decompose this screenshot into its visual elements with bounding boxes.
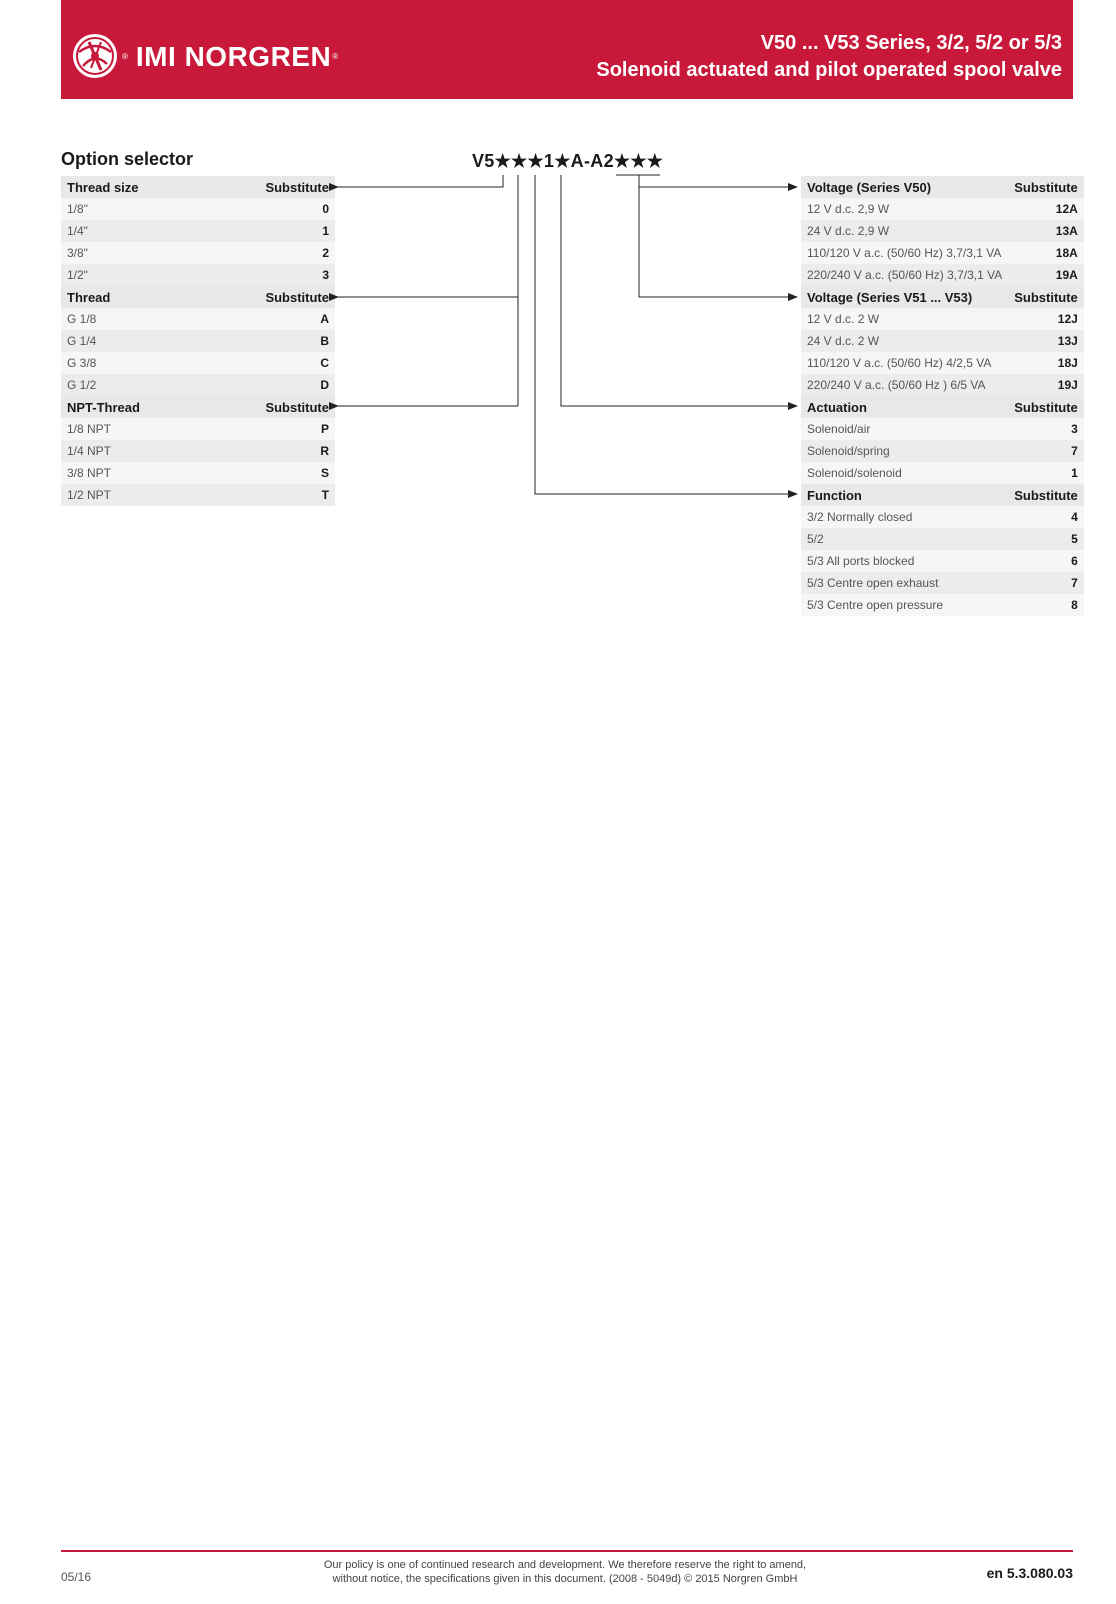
substitute-header: Substitute [1008, 176, 1084, 198]
option-label: 12 V d.c. 2 W [801, 308, 1008, 330]
option-label: 220/240 V a.c. (50/60 Hz) 3,7/3,1 VA [801, 264, 1008, 286]
option-code: A [206, 308, 335, 330]
substitute-header: Substitute [1008, 286, 1084, 308]
substitute-header: Substitute [206, 286, 335, 308]
connector-actuation [561, 175, 797, 406]
option-label: 24 V d.c. 2 W [801, 330, 1008, 352]
option-code: 1 [1008, 462, 1084, 484]
group-title: Function [801, 484, 1008, 506]
group-title: Thread [61, 286, 206, 308]
option-code: 6 [1008, 550, 1084, 572]
connector-lines [0, 0, 1116, 640]
connector-thread-size [338, 175, 503, 187]
option-label: G 3/8 [61, 352, 206, 374]
group-title: Voltage (Series V51 ... V53) [801, 286, 1008, 308]
option-label: 1/2 NPT [61, 484, 206, 506]
option-label: 24 V d.c. 2,9 W [801, 220, 1008, 242]
option-code: 18J [1008, 352, 1084, 374]
connector-function [535, 175, 797, 494]
option-code: B [206, 330, 335, 352]
option-code: S [206, 462, 335, 484]
option-label: 12 V d.c. 2,9 W [801, 198, 1008, 220]
option-label: 5/3 Centre open exhaust [801, 572, 1008, 594]
option-code: 19J [1008, 374, 1084, 396]
option-label: 5/3 All ports blocked [801, 550, 1008, 572]
connector-voltage-v51 [639, 187, 797, 297]
option-code: 13A [1008, 220, 1084, 242]
title-line-2: Solenoid actuated and pilot operated spool valve [596, 59, 1062, 81]
group-title: Thread size [61, 176, 206, 198]
option-code: P [206, 418, 335, 440]
document-reference: en 5.3.080.03 [986, 1565, 1073, 1581]
option-label: G 1/2 [61, 374, 206, 396]
group-title: Actuation [801, 396, 1008, 418]
option-label: 3/8" [61, 242, 206, 264]
option-label: Solenoid/air [801, 418, 1008, 440]
group-title: Voltage (Series V50) [801, 176, 1008, 198]
option-label: 1/4 NPT [61, 440, 206, 462]
option-code: 7 [1008, 572, 1084, 594]
option-label: 3/8 NPT [61, 462, 206, 484]
option-label: Solenoid/spring [801, 440, 1008, 462]
footer-rule [61, 1550, 1073, 1552]
connector-voltage-v50 [639, 175, 797, 187]
option-code: R [206, 440, 335, 462]
option-code: 8 [1008, 594, 1084, 616]
option-code: 3 [1008, 418, 1084, 440]
footer-note-line-2: without notice, the specifications given in this document. (2008 - 5049d) © 2015 Norgren GmbH [332, 1573, 798, 1585]
footer-note [260, 1558, 870, 1586]
option-code: 5 [1008, 528, 1084, 550]
option-code: 1 [206, 220, 335, 242]
option-label: Solenoid/solenoid [801, 462, 1008, 484]
option-label: 1/4" [61, 220, 206, 242]
option-code: 13J [1008, 330, 1084, 352]
option-code: 7 [1008, 440, 1084, 462]
substitute-header: Substitute [206, 176, 335, 198]
option-label: 3/2 Normally closed [801, 506, 1008, 528]
option-code: D [206, 374, 335, 396]
option-label: 110/120 V a.c. (50/60 Hz) 3,7/3,1 VA [801, 242, 1008, 264]
section-title: Option selector [61, 149, 194, 169]
option-code: 0 [206, 198, 335, 220]
substitute-header: Substitute [206, 396, 335, 418]
footer-note-line-1: Our policy is one of continued research and development. We therefore reserve the right to amend, [323, 1559, 807, 1571]
option-code: 2 [206, 242, 335, 264]
option-label: 5/2 [801, 528, 1008, 550]
option-label: 5/3 Centre open pressure [801, 594, 1008, 616]
option-label: 110/120 V a.c. (50/60 Hz) 4/2,5 VA [801, 352, 1008, 374]
option-label: 1/8" [61, 198, 206, 220]
option-code: C [206, 352, 335, 374]
option-label: G 1/8 [61, 308, 206, 330]
option-label: 1/2" [61, 264, 206, 286]
substitute-header: Substitute [1008, 396, 1084, 418]
option-code: 4 [1008, 506, 1084, 528]
substitute-header: Substitute [1008, 484, 1084, 506]
option-code: 3 [206, 264, 335, 286]
registered-mark: ® [122, 51, 128, 61]
registered-mark: ® [332, 51, 339, 61]
footer-date: 05/16 [61, 1570, 92, 1584]
title-line-1: V50 ... V53 Series, 3/2, 5/2 or 5/3 [760, 32, 1062, 54]
option-code: 12A [1008, 198, 1084, 220]
option-code: 18A [1008, 242, 1084, 264]
option-code: T [206, 484, 335, 506]
brand-name: IMI NORGREN [135, 41, 332, 72]
option-code: 12J [1008, 308, 1084, 330]
order-code: V5★★★1★A-A2★★★ [472, 151, 664, 171]
option-label: 220/240 V a.c. (50/60 Hz ) 6/5 VA [801, 374, 1008, 396]
option-label: G 1/4 [61, 330, 206, 352]
option-label: 1/8 NPT [61, 418, 206, 440]
group-title: NPT-Thread [61, 396, 206, 418]
option-code: 19A [1008, 264, 1084, 286]
